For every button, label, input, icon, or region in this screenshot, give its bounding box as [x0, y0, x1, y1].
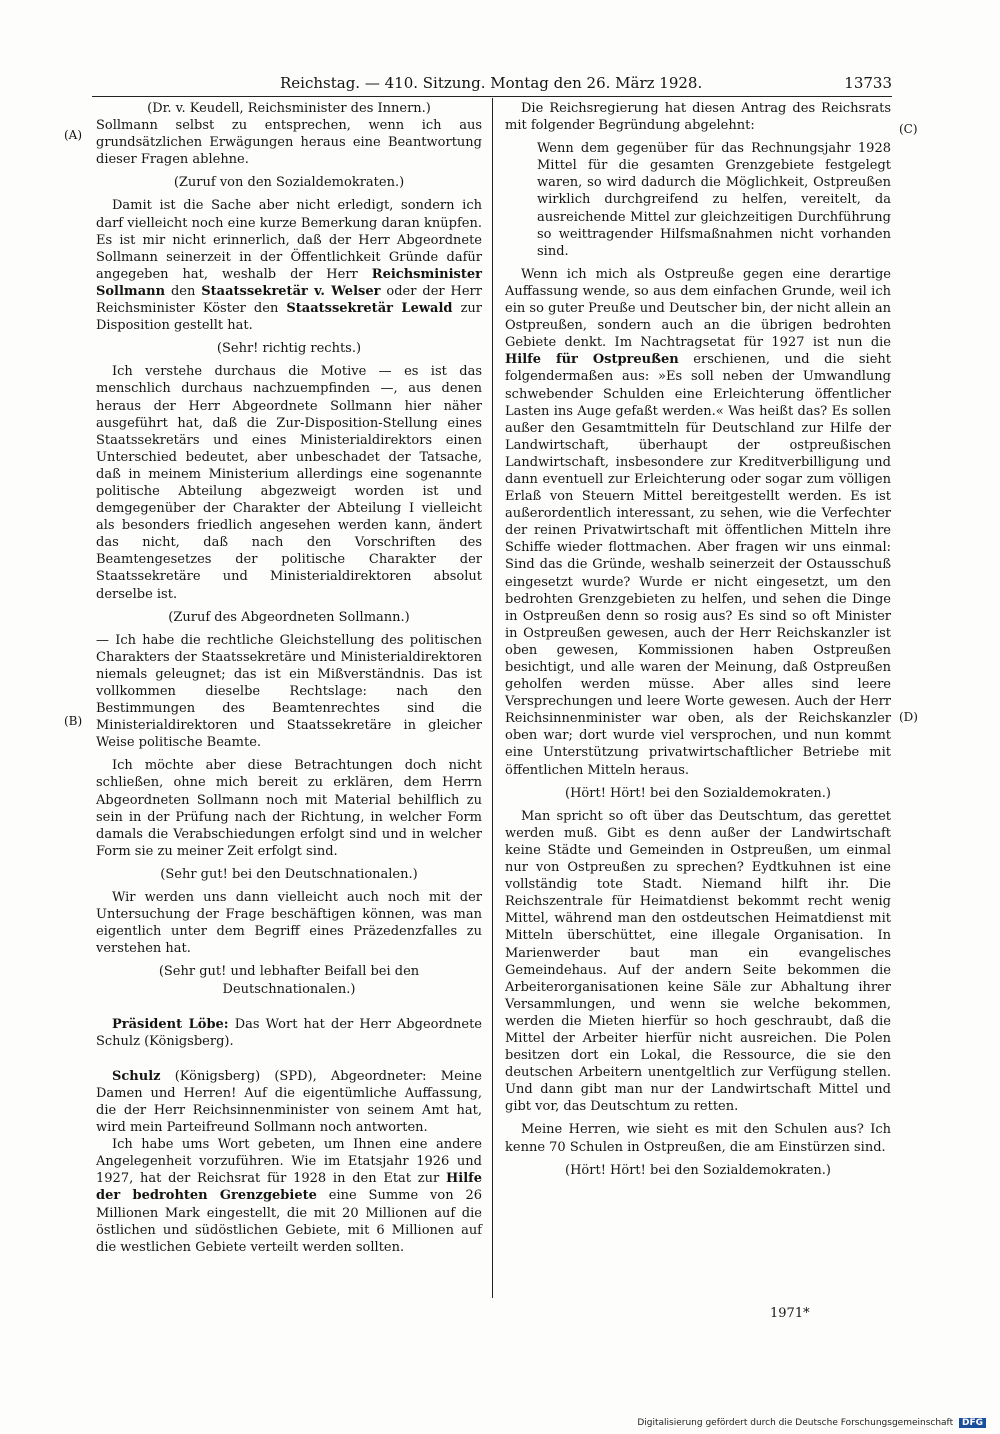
- signature-mark: 1971*: [770, 1306, 810, 1321]
- paragraph: Ich habe ums Wort gebeten, um Ihnen eine andere Angelegenheit vorzuführen. Wie im Etatsjahr 1926 und 1927, hat der Reichsrat für 1928 in den Etat zur Hilfe der bedrohten Grenzgebiete eine Summe von 26 Millionen Mark eingestellt, die mit 20 Millionen auf die östlichen und südöstlichen Gebiete, mit 6 Millionen auf die westlichen Gebiete verteilt werden sollten.: [96, 1137, 482, 1255]
- bold-name: Reichsminister Sollmann: [96, 266, 482, 299]
- paragraph: Sollmann selbst zu entsprechen, wenn ich aus grundsätzlichen Erwägungen heraus eine Beantwortung dieser Fragen ablehne.: [96, 118, 482, 168]
- margin-marker-c: (C): [899, 122, 918, 136]
- page-number: 13733: [844, 74, 892, 92]
- speaker-name: Schulz: [112, 1068, 161, 1084]
- bold-phrase: Hilfe der bedrohten Grenzgebiete: [96, 1171, 482, 1204]
- footer-text: Digitalisierung gefördert durch die Deutsche Forschungsgemeinschaft: [637, 1418, 954, 1428]
- bold-name: Staatssekretär Lewald: [286, 301, 453, 317]
- margin-marker-b: (B): [64, 714, 83, 728]
- left-column: [96, 100, 482, 1256]
- paragraph: — Ich habe die rechtliche Gleichstellung des politischen Charakters der Staatssekretäre und Ministerialdirektoren niemals geleugnet; das ist ein Mißverständnis. Das ist vollkommen dieselbe Rechtslage: nach den Bestimmungen des Beamtenrechtes sind die Ministerialdirektoren und Staatssekretäre in gleicher Weise politische Beamte.: [96, 632, 482, 751]
- speaker-line: (Dr. v. Keudell, Reichsminister des Innern.): [147, 101, 431, 116]
- interjection: (Sehr gut! bei den Deutschnationalen.): [160, 866, 418, 882]
- right-column: [505, 100, 891, 1179]
- footer: [637, 1418, 986, 1428]
- schulz-paragraph: Schulz (Königsberg) (SPD), Abgeordneter: Meine Damen und Herren! Auf die eigentümliche Auffassung, die der Herr Reichsinnenminister von seinem Amt hat, wird mein Parteifreund Sollmann noch antworten.: [96, 1068, 482, 1136]
- bold-phrase: Hilfe für Ostpreußen: [505, 352, 679, 368]
- president-paragraph: Präsident Löbe: Das Wort hat der Herr Abgeordnete Schulz (Königsberg).: [96, 1016, 482, 1049]
- paragraph: Ich verstehe durchaus die Motive — es ist das menschlich durchaus nachzuempfinden —, aus denen heraus der Herr Abgeordnete Sollmann hier näher ausgeführt hat, daß die Zur-Disposition-Stellung eines Staatssekretärs und eines Ministerialdirektors einen Unterschied bedeutet, aber unbeschadet der Tatsache, daß in meinem Ministerium allerdings eine sogenannte politische Abteilung abgezweigt worden ist und demgegenüber der Charakter der Abteilung I vielleicht als besonders friedlich angesehen werden kann, ändert das nicht, daß nach den Vorschriften des Beamtengesetzes der politische Charakter der Staatssekretäre und Ministerialdirektoren absolut derselbe ist.: [96, 364, 482, 602]
- header-title: Reichstag. — 410. Sitzung. Montag den 26. März 1928.: [280, 74, 703, 92]
- paragraph: Ich möchte aber diese Betrachtungen doch nicht schließen, ohne mich bereit zu erklären, dem Herrn Abgeordneten Sollmann noch mit Material behilflich zu sein in der Prüfung nach der Richtung, in welcher Form damals die Verabschiedungen erfolgt sind und in welcher Form sie zu meiner Zeit erfolgt sind.: [96, 758, 482, 859]
- header-rule: [92, 96, 892, 97]
- paragraph: Wenn ich mich als Ostpreuße gegen eine derartige Auffassung wende, so aus dem einfachen Grunde, weil ich ein so guter Preuße und Deutscher bin, der nicht allein an Ostpreußen, sondern auch an die übrigen bedrohten Gebiete denkt. Im Nachtragsetat für 1927 ist nun die Hilfe für Ostpreußen erschienen, und die sieht folgendermaßen aus: »Es soll neben der Umwandlung schwebender Schulden eine Erleichterung öffentlicher Lasten ins Auge gefaßt werden.« Was heißt das? Es sollen außer den Gesamtmitteln für Deutschland zur Hilfe der Landwirtschaft, überhaupt der ostpreußischen Landwirtschaft, insbesondere zur Kreditverbilligung und dann eventuell zur Erleichterung oder sogar zum völligen Erlaß von Steuern Mittel bereitgestellt werden. Es ist außerordentlich interessant, zu sehen, wie die Verfechter der reinen Privatwirtschaft mit öffentlichen Mitteln ihre Schiffe wieder flottmachen. Aber fragen wir uns einmal: Sind das die Gründe, weshalb seinerzeit der Ostausschuß eingesetzt wurde? Wurde er nicht eingesetzt, um den bedrohten Grenzgebieten zu helfen, und sehen die Dinge in Ostpreußen denn so rosig aus? Es sind so oft Minister in Ostpreußen gewesen, auch der Herr Reichskanzler ist oben gewesen, Kommissionen haben Ostpreußen besichtigt, und alle waren der Meinung, daß Ostpreußen geholfen werden müsse. Aber alles sind leere Versprechungen und leere Worte gewesen. Auch der Herr Reichsinnenminister war oben, als der Reichskanzler oben war; dort wurde viel versprochen, und nun kommt eine Unterstützung privatwirtschaftlicher Betriebe mit öffentlichen Mitteln heraus.: [505, 266, 891, 778]
- paragraph: Meine Herren, wie sieht es mit den Schulen aus? Ich kenne 70 Schulen in Ostpreußen, die am Einstürzen sind.: [505, 1122, 891, 1155]
- quote-block: Wenn dem gegenüber für das Rechnungsjahr 1928 Mittel für die gesamten Grenzgebiete festgelegt waren, so wird dadurch die Möglichkeit, Ostpreußen wirklich durchgreifend zu helfen, vereitelt, da ausreichende Mittel zur gleichzeitigen Durchführung so weittragender Hilfsmaßnahmen nicht vorhanden sind.: [537, 141, 891, 259]
- interjection: (Sehr gut! und lebhafter Beifall bei den Deutschnationalen.): [158, 964, 420, 997]
- bold-name: Staatssekretär v. Welser: [201, 283, 381, 299]
- interjection: (Zuruf von den Sozialdemokraten.): [173, 175, 405, 191]
- paragraph: Wir werden uns dann vielleicht auch noch mit der Untersuchung der Frage beschäftigen können, was man eigentlich unter dem Begriff eines Präzedenzfalles zu verstehen hat.: [96, 890, 482, 957]
- interjection: (Zuruf des Abgeordneten Sollmann.): [168, 609, 410, 625]
- column-separator: [492, 98, 493, 1298]
- margin-marker-a: (A): [64, 128, 83, 142]
- paragraph: Damit ist die Sache aber nicht erledigt, sondern ich darf vielleicht noch eine kurze Bemerkung daran knüpfen. Es ist mir nicht erinnerlich, daß der Herr Abgeordnete Sollmann seinerzeit in der Öffentlichkeit Gründe dafür angegeben hat, weshalb der Herr Reichsminister Sollmann den Staatssekretär v. Welser oder der Herr Reichsminister Köster den Staatssekretär Lewald zur Disposition gestellt hat.: [96, 198, 483, 334]
- interjection: (Hört! Hört! bei den Sozialdemokraten.): [565, 785, 831, 801]
- paragraph: Die Reichsregierung hat diesen Antrag des Reichsrats mit folgender Begründung abgelehnt:: [505, 101, 891, 134]
- interjection: (Hört! Hört! bei den Sozialdemokraten.): [565, 1162, 831, 1178]
- speaker-name: Präsident Löbe:: [112, 1016, 229, 1032]
- interjection: (Sehr! richtig rechts.): [216, 341, 362, 357]
- margin-marker-d: (D): [899, 710, 918, 724]
- dfg-logo: DFG: [959, 1418, 986, 1428]
- paragraph: Man spricht so oft über das Deutschtum, das gerettet werden muß. Gibt es denn außer der Landwirtschaft keine Städte und Gemeinden in Ostpreußen, um einmal nur von Ostpreußen zu sprechen? Eydtkuhnen ist eine vollständig tote Stadt. Niemand hilft ihr. Die Reichszentrale für Heimatdienst bekommt recht wenig Mittel, während man den ostdeutschen Heimatdienst mit Mitteln überschüttet, eine illegale Organisation. In Marienwerder baut man ein evangelisches Gemeindehaus. Auf der andern Seite bekommen die Arbeiterorganisationen keine Säle zur Abhaltung ihrer Versammlungen, und wenn sie welche bekommen, werden die Mieten hierfür so hoch geschraubt, daß die Mittel der Arbeiter hierfür nicht ausreichen. Die Polen besitzen dort ein Lokal, die Ressource, die sie den deutschen Arbeitern unentgeltlich zur Verfügung stellen. Und dann gibt man nur der Landwirtschaft Mittel und gibt vor, das Deutschtum zu retten.: [505, 808, 891, 1115]
